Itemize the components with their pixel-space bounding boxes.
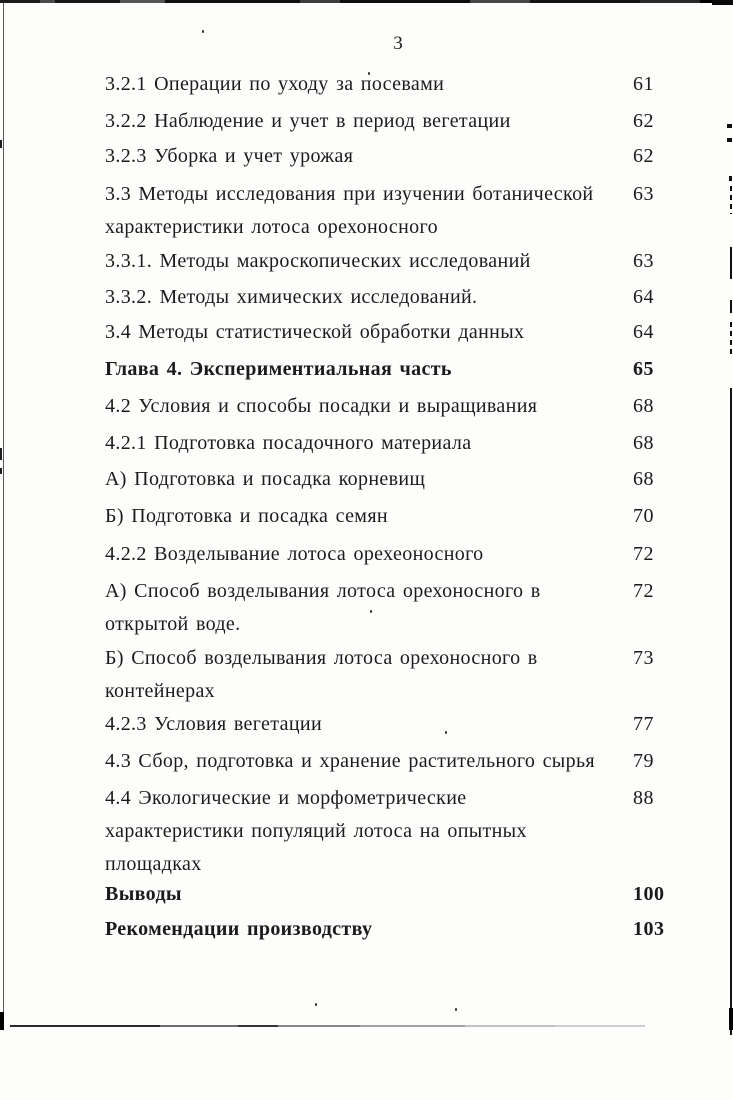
toc-entry-page: 72 [633,543,654,565]
toc-entry-title: 4.2.2 Возделывание лотоса орехеоносного [105,543,484,565]
toc-entry [105,500,680,533]
toc-entry-title: 4.2.1 Подготовка посадочного материала [105,432,472,454]
toc-entry [105,745,680,778]
toc-entry [105,245,680,278]
toc-entry-title: 3.3.1. Методы макроскопических исследований [105,250,531,272]
toc-entry-title: Глава 4. Экспериментиальная часть [105,358,452,380]
scan-bottom-rule [10,1025,645,1027]
toc-entry-title: 3.4 Методы статистической обработки данных [105,321,525,343]
toc-entry-title: 3.2.1 Операции по уходу за посевами [105,73,445,95]
toc-entry [105,782,680,881]
toc-entry-title-line2: контейнерах [105,680,216,702]
toc-entry [105,316,680,349]
toc-entry-title-line2: характеристики популяций лотоса на опытных [105,820,527,842]
scan-left-mark [0,468,2,474]
scan-corner-blob [0,1012,4,1030]
toc-entry-title: Выводы [105,883,182,905]
toc-entry-page: 62 [633,145,654,167]
toc-entry [105,390,680,423]
toc-entry-page: 64 [633,321,654,343]
toc-entry-title: Б) Подготовка и посадка семян [105,505,388,527]
scan-edge-right [730,388,732,1035]
toc-entry-page: 68 [633,395,654,417]
toc-entry-page: 65 [633,358,654,380]
toc-entry-chapter [105,353,680,386]
toc-entry-page: 61 [633,73,654,95]
toc-entry-page: 88 [633,787,654,809]
toc-entry [105,178,680,244]
scan-corner-blob [729,1008,733,1030]
toc-entry-title: 4.4 Экологические и морфометрические [105,787,467,809]
toc-entry-title: 4.2 Условия и способы посадки и выращивания [105,395,538,417]
toc-entry [105,427,680,460]
toc-entry-page: 103 [633,918,665,940]
scan-left-mark [0,448,2,460]
toc-entry-page: 70 [633,505,654,527]
toc-entry-title: Рекомендации производству [105,918,373,940]
toc-entry-title: 3.2.2 Наблюдение и учет в период вегетации [105,110,511,132]
toc-entry [105,68,680,101]
toc-entry-page: 73 [633,647,654,669]
scan-edge-top [0,0,733,3]
toc-entry-page: 79 [633,750,654,772]
toc-entry-title: Б) Способ возделывания лотоса орехоносного в [105,647,538,669]
toc-entry-page: 68 [633,432,654,454]
scan-speck [202,30,204,33]
toc-entry-page: 100 [633,883,665,905]
toc-entry-conclusions [105,878,680,911]
toc-entry-page: 63 [633,183,654,205]
toc-entry [105,140,680,173]
toc-entry-title: 3.2.3 Уборка и учет урожая [105,145,354,167]
scan-right-mark [727,138,732,142]
toc-entry-page: 62 [633,110,654,132]
scan-right-dashes [730,322,732,358]
toc-entry-title: 3.3 Методы исследования при изучении ботанической [105,183,594,205]
toc-entry-title: 3.3.2. Методы химических исследований. [105,286,478,308]
scan-right-mark [730,300,732,313]
scan-right-mark [727,124,732,128]
toc-entry [105,463,680,496]
toc-entry-page: 64 [633,286,654,308]
toc-entry [105,708,680,741]
scan-right-mark [729,176,732,181]
scan-edge-top-corner [712,0,733,5]
toc-entry-title-line2: открытой воде. [105,613,241,635]
scan-speck [455,1008,457,1011]
scan-edge-left [3,3,4,1025]
scan-left-mark [0,140,2,148]
toc-entry [105,538,680,571]
toc-entry [105,281,680,314]
toc-entry-recommendations [105,913,680,946]
toc-entry [105,105,680,138]
toc-entry-page: 68 [633,468,654,490]
toc-entry-title-line3: площадках [105,853,202,875]
toc-entry [105,575,680,641]
toc-entry-title: 4.2.3 Условия вегетации [105,713,323,735]
toc-entry [105,642,680,708]
page-number: 3 [393,33,403,54]
toc-entry-page: 72 [633,580,654,602]
toc-entry-page: 77 [633,713,654,735]
toc-entry-title: 4.3 Сбор, подготовка и хранение растительного сырья [105,750,595,772]
toc-entry-title-line2: характеристики лотоса орехоносного [105,216,438,238]
toc-entry-title: А) Способ возделывания лотоса орехоносного в [105,580,541,602]
scan-right-mark [730,247,732,279]
toc-entry-title: А) Подготовка и посадка корневищ [105,468,426,490]
toc-entry-page: 63 [633,250,654,272]
scan-speck [315,1003,317,1006]
scan-right-dashes [730,186,732,214]
